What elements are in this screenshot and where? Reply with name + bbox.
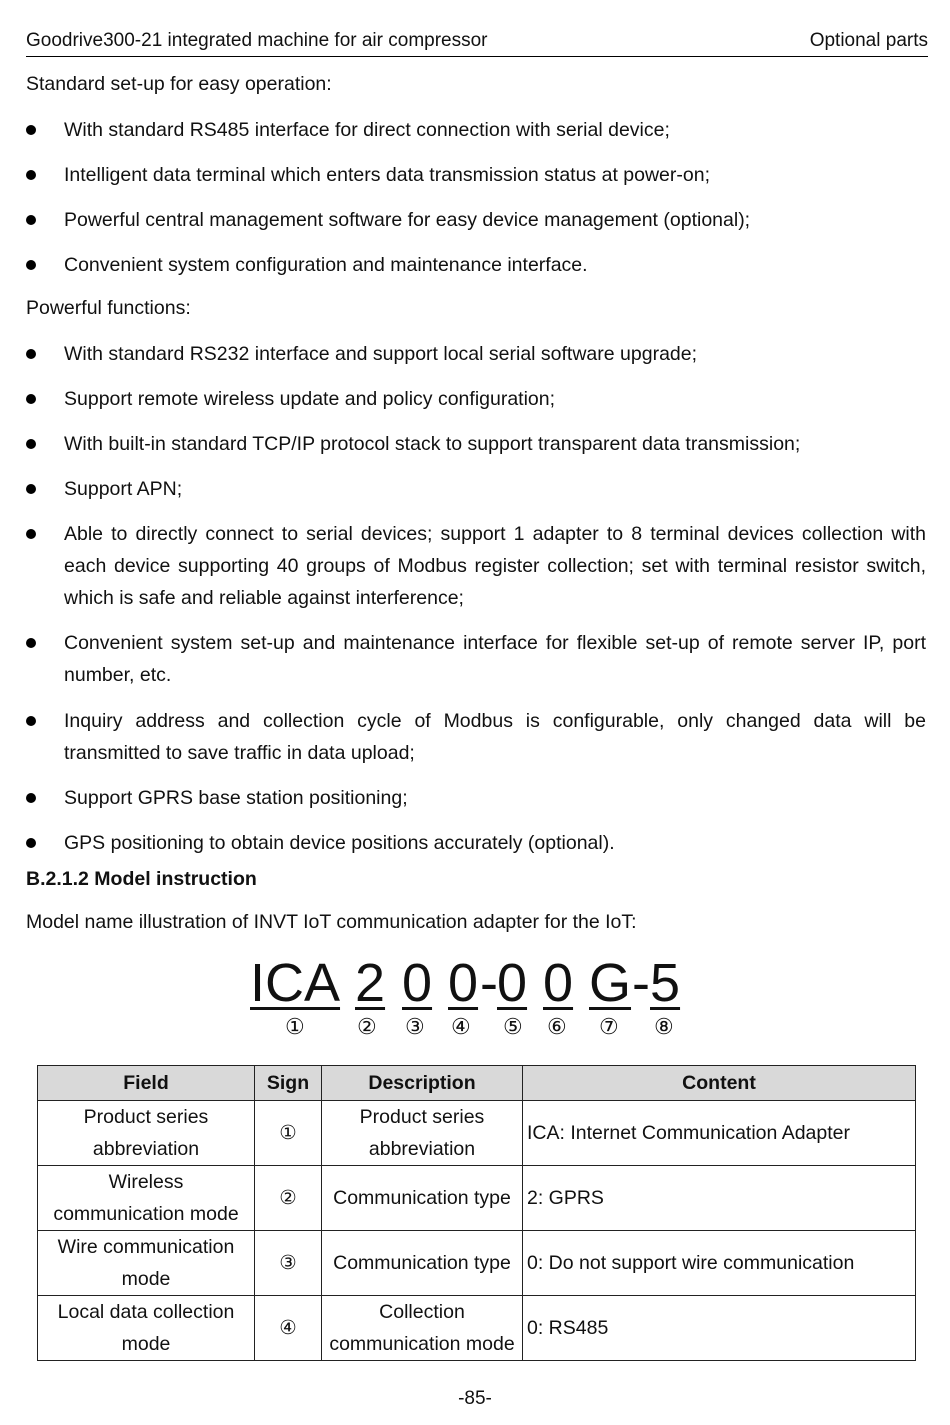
- cell-content: ICA: Internet Communication Adapter: [523, 1101, 916, 1166]
- section2-title: Powerful functions:: [26, 297, 191, 319]
- bullet-icon: [26, 838, 36, 848]
- model-mark: ⑥: [547, 1014, 567, 1039]
- list-item: Support APN;: [26, 473, 926, 505]
- model-code: [0, 952, 950, 1012]
- cell-field: Wire communication mode: [38, 1231, 255, 1296]
- list-item: GPS positioning to obtain device positions accurately (optional).: [26, 827, 926, 859]
- col-header-field: Field: [38, 1066, 255, 1101]
- model-table: [37, 1065, 916, 1361]
- model-part: 0: [543, 953, 574, 1013]
- list-item: Powerful central management software for easy device management (optional);: [26, 204, 926, 236]
- bullet-icon: [26, 793, 36, 803]
- model-mark: ⑦: [599, 1014, 619, 1039]
- model-part: 2: [355, 953, 386, 1013]
- list-item: Convenient system set-up and maintenance interface for flexible set-up of remote server IP, port number, etc.: [26, 627, 926, 691]
- cell-sign: ②: [255, 1166, 322, 1231]
- bullet-icon: [26, 394, 36, 404]
- cell-sign: ①: [255, 1101, 322, 1166]
- model-mark: ①: [285, 1014, 305, 1039]
- cell-description: Communication type: [322, 1231, 523, 1296]
- model-heading: B.2.1.2 Model instruction: [26, 868, 257, 890]
- model-intro: Model name illustration of INVT IoT communication adapter for the IoT:: [26, 911, 637, 933]
- model-mark: ⑧: [654, 1014, 674, 1039]
- list-item: Support GPRS base station positioning;: [26, 782, 926, 814]
- bullet-icon: [26, 638, 36, 648]
- section1-title: Standard set-up for easy operation:: [26, 73, 332, 95]
- model-mark: ⑤: [503, 1014, 523, 1039]
- table-header-row: [38, 1066, 916, 1101]
- cell-content: 0: RS485: [523, 1296, 916, 1361]
- page-header: [26, 28, 928, 57]
- cell-field: Wireless communication mode: [38, 1166, 255, 1231]
- list-item: Convenient system configuration and maintenance interface.: [26, 249, 926, 281]
- bullet-icon: [26, 170, 36, 180]
- model-part: ICA: [250, 953, 341, 1013]
- col-header-sign: Sign: [255, 1066, 322, 1101]
- col-header-content: Content: [523, 1066, 916, 1101]
- list-item: Intelligent data terminal which enters data transmission status at power-on;: [26, 159, 926, 191]
- bullet-icon: [26, 260, 36, 270]
- list-item: Support remote wireless update and policy configuration;: [26, 383, 926, 415]
- cell-description: Communication type: [322, 1166, 523, 1231]
- model-separator: -: [632, 953, 650, 1013]
- col-header-description: Description: [322, 1066, 523, 1101]
- model-separator: -: [480, 953, 498, 1013]
- model-mark: ③: [405, 1014, 425, 1039]
- page-number: -85-: [458, 1388, 492, 1409]
- cell-sign: ④: [255, 1296, 322, 1361]
- cell-description: Collection communication mode: [322, 1296, 523, 1361]
- model-mark: ④: [451, 1014, 471, 1039]
- bullet-icon: [26, 125, 36, 135]
- bullet-icon: [26, 484, 36, 494]
- cell-content: 0: Do not support wire communication: [523, 1231, 916, 1296]
- list-item: Inquiry address and collection cycle of Modbus is configurable, only changed data will be transmitted to save traffic in data upload;: [26, 705, 926, 769]
- header-title: Goodrive300-21 integrated machine for air compressor: [26, 30, 488, 51]
- model-mark: ②: [357, 1014, 377, 1039]
- header-section: Optional parts: [809, 30, 928, 51]
- list-item: With standard RS232 interface and support local serial software upgrade;: [26, 338, 926, 370]
- list-item: With built-in standard TCP/IP protocol stack to support transparent data transmission;: [26, 428, 926, 460]
- model-part: 0: [497, 953, 528, 1013]
- model-part: 5: [650, 953, 681, 1013]
- cell-sign: ③: [255, 1231, 322, 1296]
- cell-field: Local data collection mode: [38, 1296, 255, 1361]
- table-row: [38, 1296, 916, 1361]
- model-part: 0: [402, 953, 433, 1013]
- cell-field: Product series abbreviation: [38, 1101, 255, 1166]
- model-part: G: [589, 953, 632, 1013]
- list-item: With standard RS485 interface for direct connection with serial device;: [26, 114, 926, 146]
- bullet-icon: [26, 439, 36, 449]
- bullet-icon: [26, 716, 36, 726]
- table-row: [38, 1231, 916, 1296]
- table-row: [38, 1166, 916, 1231]
- cell-description: Product series abbreviation: [322, 1101, 523, 1166]
- list-item: Able to directly connect to serial devices; support 1 adapter to 8 terminal devices collection with each device supporting 40 groups of Modbus register collection; set with terminal resistor switch, which is safe and reliable against interference;: [26, 518, 926, 614]
- model-part: 0: [448, 953, 479, 1013]
- bullet-icon: [26, 529, 36, 539]
- bullet-icon: [26, 349, 36, 359]
- bullet-icon: [26, 215, 36, 225]
- cell-content: 2: GPRS: [523, 1166, 916, 1231]
- table-row: [38, 1101, 916, 1166]
